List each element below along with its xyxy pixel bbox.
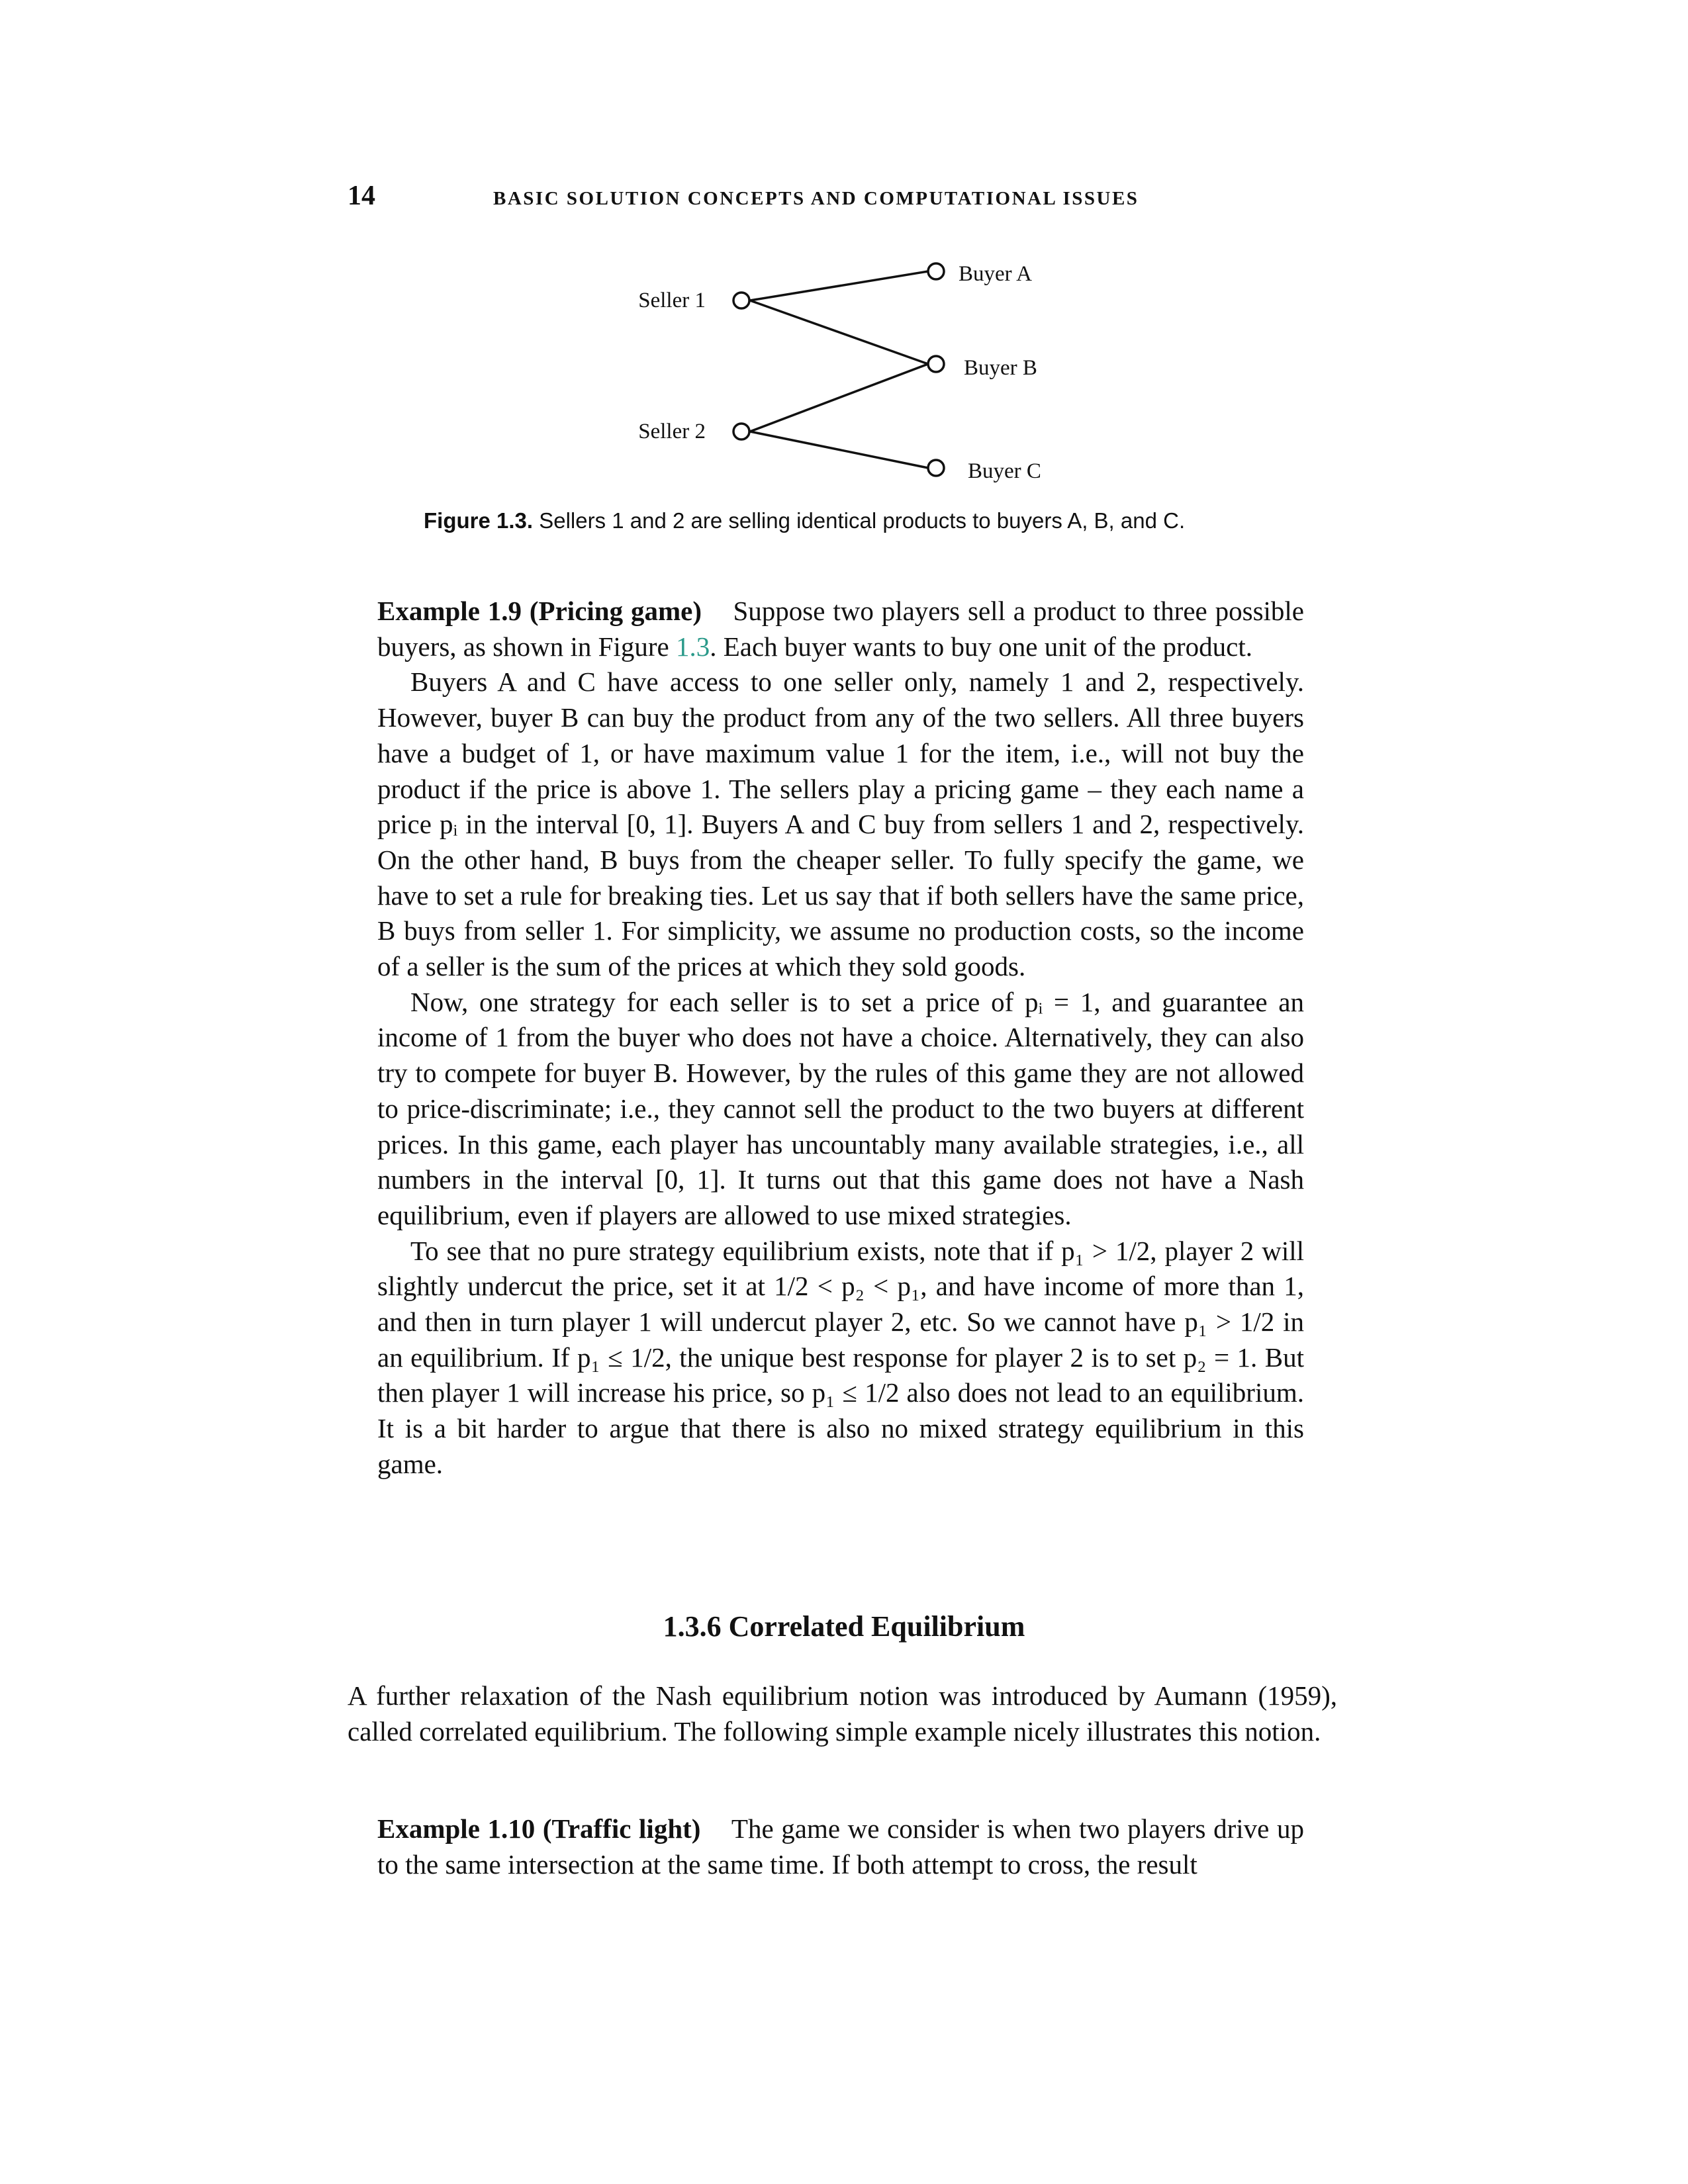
example-1-9-paragraph-3: Now, one strategy for each seller is to set a price of pᵢ = 1, and guarantee an income of 1 from the buyer who does not have a choice. Alternatively, they can also try to compete for buyer B. However, by the rules of this game they are not allowed to price-discriminate; i.e., they cannot sell the product to the two buyers at different prices. In this game, each player has uncountably many available strategies, i.e., all numbers in the interval [0, 1]. It turns out that this game does not have a Nash equilibrium, even if players are allowed to use mixed strategies.: [377, 986, 1304, 1230]
example-1-9: [377, 594, 1304, 1482]
edge-seller1-buyerA: [750, 271, 928, 300]
example-1-10-heading: Example 1.10 (Traffic light): [377, 1813, 701, 1844]
example-1-9-text-a: Suppose two players sell a product to three possible buyers, as shown in Figure: [377, 596, 1304, 662]
section-heading: 1.3.6 Correlated Equilibrium: [663, 1610, 1025, 1643]
running-head: BASIC SOLUTION CONCEPTS AND COMPUTATIONAL ISSUES: [493, 188, 1139, 209]
label-buyer-c: Buyer C: [968, 459, 1041, 483]
example-1-10-text: The game we consider is when two players drive up to the same intersection at the same time. If both attempt to cross, the result: [377, 1813, 1304, 1880]
figure-1-3-diagram: [0, 0, 1688, 503]
node-buyer-a: [928, 263, 944, 279]
example-1-9-paragraph-4: To see that no pure strategy equilibrium exists, note that if p₁ > 1/2, player 2 will slightly undercut the price, set it at 1/2 < p₂ < p₁, and have income of more than 1, and then in turn player 1 will undercut player 2, etc. So we cannot have p₁ > 1/2 in an equilibrium. If p₁ ≤ 1/2, the unique best response for player 2 is to set p₂ = 1. But then player 1 will increase his price, so p₁ ≤ 1/2 also does not lead to an equilibrium. It is a bit harder to argue that there is also no mixed strategy equilibrium in this game.: [377, 1235, 1304, 1479]
example-1-9-heading: Example 1.9 (Pricing game): [377, 596, 702, 626]
section-paragraph: [348, 1678, 1337, 1749]
example-1-10: [377, 1811, 1304, 1882]
example-1-10-paragraph: [377, 1811, 1304, 1882]
node-seller-2: [733, 424, 749, 439]
example-1-9-paragraph-1: [377, 594, 1304, 664]
edge-seller1-buyerB: [750, 300, 928, 364]
node-buyer-c: [928, 460, 944, 476]
node-seller-1: [733, 293, 749, 308]
figure-caption: [424, 508, 1185, 533]
example-1-9-paragraph-2: Buyers A and C have access to one seller only, namely 1 and 2, respectively. However, buyer B can buy the product from any of the two sellers. All three buyers have a budget of 1, or have maximum value 1 for the item, i.e., will not buy the product if the price is above 1. The sellers play a pricing game – they each name a price pᵢ in the interval [0, 1]. Buyers A and C buy from sellers 1 and 2, respectively. On the other hand, B buys from the cheaper seller. To fully specify the game, we have to set a rule for breaking ties. Let us say that if both sellers have the same price, B buys from seller 1. For simplicity, we assume no production costs, so the income of a seller is the sum of the prices at which they sold goods.: [377, 666, 1304, 982]
figure-caption-text: Sellers 1 and 2 are selling identical products to buyers A, B, and C.: [533, 508, 1186, 533]
label-buyer-a: Buyer A: [959, 262, 1032, 286]
section-paragraph-text: A further relaxation of the Nash equilibrium notion was introduced by Aumann (1959), called correlated equilibrium. The following simple example nicely illustrates this notion.: [348, 1680, 1337, 1747]
page-number: 14: [348, 181, 375, 211]
label-buyer-b: Buyer B: [964, 356, 1037, 380]
label-seller-1: Seller 1: [638, 289, 706, 312]
node-buyer-b: [928, 356, 944, 372]
edge-seller2-buyerC: [750, 432, 928, 468]
edge-seller2-buyerB: [750, 364, 928, 432]
example-1-9-text-b: . Each buyer wants to buy one unit of the product.: [710, 631, 1253, 662]
figure-caption-label: Figure 1.3.: [424, 508, 534, 533]
label-seller-2: Seller 2: [638, 420, 706, 443]
figure-1-3-link[interactable]: 1.3: [675, 631, 710, 662]
